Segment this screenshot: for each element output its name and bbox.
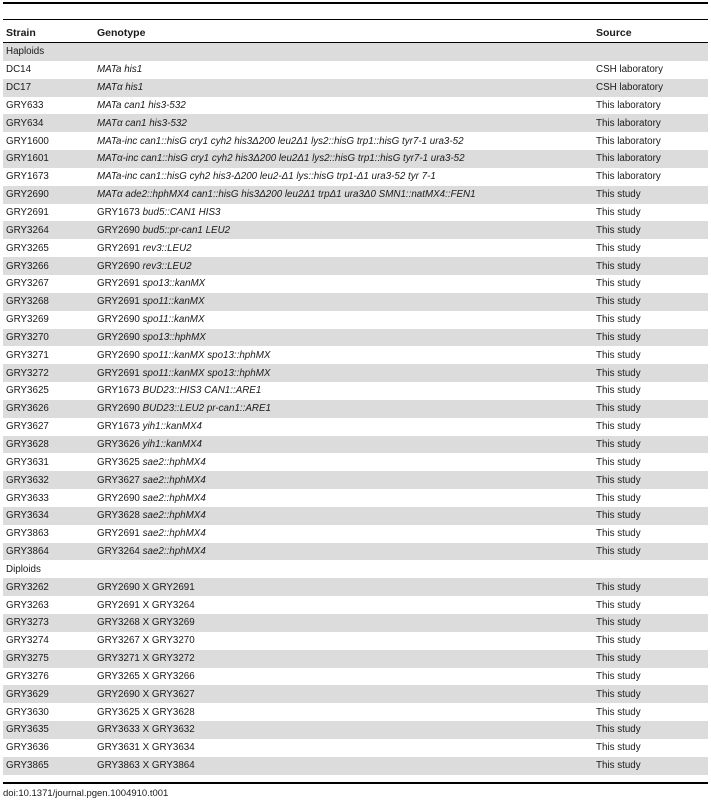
- source-cell: This study: [593, 471, 708, 489]
- source-cell: CSH laboratory: [593, 61, 708, 79]
- source-cell: This study: [593, 757, 708, 775]
- source-cell: This study: [593, 453, 708, 471]
- table-row: [3, 525, 708, 543]
- genotype-text: sae2::hphMX4: [142, 546, 206, 558]
- source-cell: This study: [593, 329, 708, 347]
- table-row: [3, 61, 708, 79]
- genotype-cell: [94, 114, 593, 132]
- source-cell: This laboratory: [593, 114, 708, 132]
- strain-cell: GRY3262: [3, 578, 94, 596]
- source-cell: This laboratory: [593, 150, 708, 168]
- source-cell: This laboratory: [593, 97, 708, 115]
- table-row: [3, 204, 708, 222]
- source-cell: This study: [593, 221, 708, 239]
- genotype-cell: [94, 97, 593, 115]
- genotype-cell: [94, 311, 593, 329]
- strain-cell: GRY3272: [3, 364, 94, 382]
- table-row: [3, 382, 708, 400]
- empty-cell: [94, 560, 593, 578]
- strain-cell: GRY3267: [3, 275, 94, 293]
- strain-cell: GRY3273: [3, 614, 94, 632]
- table-row: [3, 757, 708, 775]
- section-row: [3, 560, 708, 578]
- table-row: [3, 257, 708, 275]
- genotype-cell: [94, 382, 593, 400]
- table-row: [3, 614, 708, 632]
- parent-strain: GRY3627: [97, 474, 140, 486]
- genotype-text: spo13::kanMX: [142, 278, 206, 290]
- source-cell: This study: [593, 703, 708, 721]
- genotype-cell: [94, 186, 593, 204]
- top-rule: [3, 2, 708, 4]
- genotype-cell: [94, 489, 593, 507]
- table-row: [3, 150, 708, 168]
- doi-footnote: doi:10.1371/journal.pgen.1004910.t001: [3, 788, 169, 799]
- table-row: [3, 543, 708, 561]
- strain-cell: GRY3275: [3, 650, 94, 668]
- table-row: [3, 739, 708, 757]
- parent-strain: GRY2690: [97, 260, 140, 272]
- strain-cell: GRY1600: [3, 132, 94, 150]
- empty-cell: [593, 43, 708, 61]
- genotype-cell: [94, 739, 593, 757]
- table-row: [3, 578, 708, 596]
- strain-cell: GRY3269: [3, 311, 94, 329]
- strain-cell: DC14: [3, 61, 94, 79]
- source-cell: This study: [593, 632, 708, 650]
- genotype-cell: [94, 346, 593, 364]
- header-top-rule: [3, 19, 708, 20]
- source-cell: This study: [593, 614, 708, 632]
- empty-cell: [593, 560, 708, 578]
- genotype-cell: [94, 150, 593, 168]
- source-cell: This study: [593, 204, 708, 222]
- parent-strain: GRY2691: [97, 367, 140, 379]
- strain-cell: GRY3865: [3, 757, 94, 775]
- table-row: [3, 507, 708, 525]
- parent-strain: GRY2690: [97, 224, 140, 236]
- strain-cell: GRY3625: [3, 382, 94, 400]
- strain-cell: GRY3266: [3, 257, 94, 275]
- genotype-cell: [94, 400, 593, 418]
- table-header: [3, 23, 708, 43]
- table-row: [3, 489, 708, 507]
- parent-strain: GRY2690 X GRY2691: [97, 581, 195, 593]
- strain-cell: GRY3631: [3, 453, 94, 471]
- genotype-cell: [94, 61, 593, 79]
- strain-cell: GRY3633: [3, 489, 94, 507]
- strain-cell: GRY3627: [3, 418, 94, 436]
- parent-strain: GRY3265 X GRY3266: [97, 670, 195, 682]
- strain-cell: GRY3629: [3, 685, 94, 703]
- genotype-cell: [94, 525, 593, 543]
- parent-strain: GRY2690: [97, 349, 140, 361]
- genotype-cell: [94, 614, 593, 632]
- table-row: [3, 721, 708, 739]
- parent-strain: GRY2691: [97, 296, 140, 308]
- strain-cell: GRY3268: [3, 293, 94, 311]
- strain-cell: GRY3276: [3, 668, 94, 686]
- strain-cell: GRY3264: [3, 221, 94, 239]
- strain-cell: GRY3635: [3, 721, 94, 739]
- genotype-cell: [94, 596, 593, 614]
- genotype-text: MATα can1 his3-532: [97, 117, 187, 129]
- table-row: [3, 400, 708, 418]
- table-row: [3, 311, 708, 329]
- parent-strain: GRY1673: [97, 207, 140, 219]
- table-row: [3, 685, 708, 703]
- table-row: [3, 114, 708, 132]
- strain-table: [3, 23, 708, 775]
- genotype-cell: [94, 257, 593, 275]
- genotype-text: MATa can1 his3-532: [97, 99, 186, 111]
- genotype-text: MATa his1: [97, 64, 143, 76]
- genotype-cell: [94, 204, 593, 222]
- genotype-text: sae2::hphMX4: [142, 528, 206, 540]
- table-row: [3, 668, 708, 686]
- column-header-strain: Strain: [3, 23, 94, 43]
- strain-cell: GRY1673: [3, 168, 94, 186]
- parent-strain: GRY3268 X GRY3269: [97, 617, 195, 629]
- parent-strain: GRY3264: [97, 546, 140, 558]
- empty-cell: [94, 43, 593, 61]
- table-row: [3, 596, 708, 614]
- genotype-text: rev3::LEU2: [142, 260, 192, 272]
- parent-strain: GRY2690: [97, 331, 140, 343]
- parent-strain: GRY1673: [97, 421, 140, 433]
- source-cell: This laboratory: [593, 132, 708, 150]
- table-body: [3, 43, 708, 775]
- source-cell: This study: [593, 364, 708, 382]
- genotype-cell: [94, 507, 593, 525]
- source-cell: This study: [593, 650, 708, 668]
- parent-strain: GRY3631 X GRY3634: [97, 742, 195, 754]
- genotype-cell: [94, 168, 593, 186]
- genotype-text: MATα ade2::hphMX4 can1::hisG his3Δ200 leu2Δ1 trpΔ1 ura3Δ0 SMN1::natMX4::FEN1: [97, 189, 476, 201]
- parent-strain: GRY2691: [97, 242, 140, 254]
- genotype-cell: [94, 418, 593, 436]
- strain-cell: GRY3634: [3, 507, 94, 525]
- genotype-text: yih1::kanMX4: [142, 421, 202, 433]
- parent-strain: GRY2691: [97, 528, 140, 540]
- genotype-cell: [94, 453, 593, 471]
- table-row: [3, 418, 708, 436]
- genotype-text: MATa-inc can1::hisG cyh2 his3-Δ200 leu2-Δ1 lys::hisG trp1-Δ1 ura3-52 tyr 7-1: [97, 171, 436, 183]
- header-row: [3, 23, 708, 43]
- strain-cell: GRY3626: [3, 400, 94, 418]
- genotype-cell: [94, 221, 593, 239]
- genotype-cell: [94, 436, 593, 454]
- table-row: [3, 703, 708, 721]
- genotype-text: sae2::hphMX4: [142, 456, 206, 468]
- source-cell: This study: [593, 186, 708, 204]
- source-cell: This study: [593, 239, 708, 257]
- strain-cell: DC17: [3, 79, 94, 97]
- source-cell: This study: [593, 436, 708, 454]
- genotype-text: bud5::CAN1 HIS3: [142, 207, 221, 219]
- table-row: [3, 293, 708, 311]
- source-cell: This study: [593, 400, 708, 418]
- parent-strain: GRY3633 X GRY3632: [97, 724, 195, 736]
- source-cell: This study: [593, 685, 708, 703]
- genotype-text: MATa-inc can1::hisG cry1 cyh2 his3Δ200 leu2Δ1 lys2::hisG trp1::hisG tyr7-1 ura3-52: [97, 135, 464, 147]
- source-cell: This study: [593, 489, 708, 507]
- genotype-cell: [94, 757, 593, 775]
- genotype-cell: [94, 650, 593, 668]
- parent-strain: GRY3863 X GRY3864: [97, 760, 195, 772]
- strain-cell: GRY633: [3, 97, 94, 115]
- table-row: [3, 186, 708, 204]
- parent-strain: GRY3625 X GRY3628: [97, 706, 195, 718]
- table-row: [3, 471, 708, 489]
- genotype-cell: [94, 239, 593, 257]
- column-header-genotype: Genotype: [94, 23, 593, 43]
- source-cell: This study: [593, 293, 708, 311]
- strain-cell: GRY1601: [3, 150, 94, 168]
- table-row: [3, 97, 708, 115]
- genotype-text: sae2::hphMX4: [142, 510, 206, 522]
- parent-strain: GRY2690: [97, 492, 140, 504]
- section-label: Diploids: [3, 560, 94, 578]
- strain-cell: GRY3863: [3, 525, 94, 543]
- parent-strain: GRY3626: [97, 438, 140, 450]
- table-row: [3, 650, 708, 668]
- table-row: [3, 632, 708, 650]
- parent-strain: GRY2690: [97, 403, 140, 415]
- genotype-text: yih1::kanMX4: [142, 438, 202, 450]
- table-row: [3, 168, 708, 186]
- strain-cell: GRY3263: [3, 596, 94, 614]
- source-cell: This study: [593, 507, 708, 525]
- genotype-cell: [94, 275, 593, 293]
- genotype-text: spo11::kanMX spo13::hphMX: [142, 367, 271, 379]
- source-cell: This study: [593, 525, 708, 543]
- table-row: [3, 239, 708, 257]
- genotype-cell: [94, 685, 593, 703]
- parent-strain: GRY3625: [97, 456, 140, 468]
- table-row: [3, 221, 708, 239]
- strain-cell: GRY3632: [3, 471, 94, 489]
- strain-cell: GRY3274: [3, 632, 94, 650]
- bottom-rule: [3, 782, 708, 784]
- genotype-text: spo11::kanMX spo13::hphMX: [142, 349, 271, 361]
- source-cell: This study: [593, 311, 708, 329]
- genotype-cell: [94, 703, 593, 721]
- source-cell: This study: [593, 596, 708, 614]
- source-cell: This study: [593, 578, 708, 596]
- genotype-text: BUD23::HIS3 CAN1::ARE1: [142, 385, 262, 397]
- genotype-cell: [94, 668, 593, 686]
- source-cell: This study: [593, 257, 708, 275]
- table-row: [3, 364, 708, 382]
- source-cell: This study: [593, 721, 708, 739]
- table-row: [3, 436, 708, 454]
- section-row: [3, 43, 708, 61]
- genotype-cell: [94, 329, 593, 347]
- genotype-text: MATα-inc can1::hisG cry1 cyh2 his3Δ200 leu2Δ1 lys2::hisG trp1::hisG tyr7-1 ura3-52: [97, 153, 465, 165]
- genotype-cell: [94, 632, 593, 650]
- genotype-cell: [94, 132, 593, 150]
- strain-cell: GRY634: [3, 114, 94, 132]
- strain-cell: GRY2690: [3, 186, 94, 204]
- source-cell: This study: [593, 668, 708, 686]
- genotype-text: bud5::pr-can1 LEU2: [142, 224, 231, 236]
- genotype-text: rev3::LEU2: [142, 242, 192, 254]
- genotype-text: MATα his1: [97, 82, 144, 94]
- parent-strain: GRY2691: [97, 278, 140, 290]
- strain-cell: GRY3270: [3, 329, 94, 347]
- parent-strain: GRY2691 X GRY3264: [97, 599, 195, 611]
- genotype-text: spo11::kanMX: [142, 296, 205, 308]
- genotype-cell: [94, 364, 593, 382]
- table-row: [3, 275, 708, 293]
- strain-cell: GRY3265: [3, 239, 94, 257]
- parent-strain: GRY1673: [97, 385, 140, 397]
- genotype-cell: [94, 721, 593, 739]
- strain-cell: GRY3636: [3, 739, 94, 757]
- strain-cell: GRY3630: [3, 703, 94, 721]
- genotype-text: BUD23::LEU2 pr-can1::ARE1: [142, 403, 271, 415]
- genotype-cell: [94, 293, 593, 311]
- genotype-cell: [94, 471, 593, 489]
- strain-cell: GRY3864: [3, 543, 94, 561]
- table-row: [3, 79, 708, 97]
- column-header-source: Source: [593, 23, 708, 43]
- parent-strain: GRY3271 X GRY3272: [97, 653, 195, 665]
- table-row: [3, 346, 708, 364]
- genotype-text: spo11::kanMX: [142, 314, 205, 326]
- table-row: [3, 453, 708, 471]
- parent-strain: GRY3628: [97, 510, 140, 522]
- table-row: [3, 329, 708, 347]
- genotype-cell: [94, 578, 593, 596]
- genotype-cell: [94, 543, 593, 561]
- strain-cell: GRY3628: [3, 436, 94, 454]
- genotype-text: sae2::hphMX4: [142, 492, 206, 504]
- genotype-text: sae2::hphMX4: [142, 474, 206, 486]
- source-cell: This study: [593, 543, 708, 561]
- strain-cell: GRY2691: [3, 204, 94, 222]
- parent-strain: GRY3267 X GRY3270: [97, 635, 195, 647]
- source-cell: This laboratory: [593, 168, 708, 186]
- genotype-cell: [94, 79, 593, 97]
- source-cell: This study: [593, 275, 708, 293]
- table-row: [3, 132, 708, 150]
- source-cell: This study: [593, 418, 708, 436]
- source-cell: CSH laboratory: [593, 79, 708, 97]
- section-label: Haploids: [3, 43, 94, 61]
- strain-cell: GRY3271: [3, 346, 94, 364]
- source-cell: This study: [593, 739, 708, 757]
- source-cell: This study: [593, 382, 708, 400]
- parent-strain: GRY2690 X GRY3627: [97, 688, 195, 700]
- genotype-text: spo13::hphMX: [142, 331, 206, 343]
- parent-strain: GRY2690: [97, 314, 140, 326]
- source-cell: This study: [593, 346, 708, 364]
